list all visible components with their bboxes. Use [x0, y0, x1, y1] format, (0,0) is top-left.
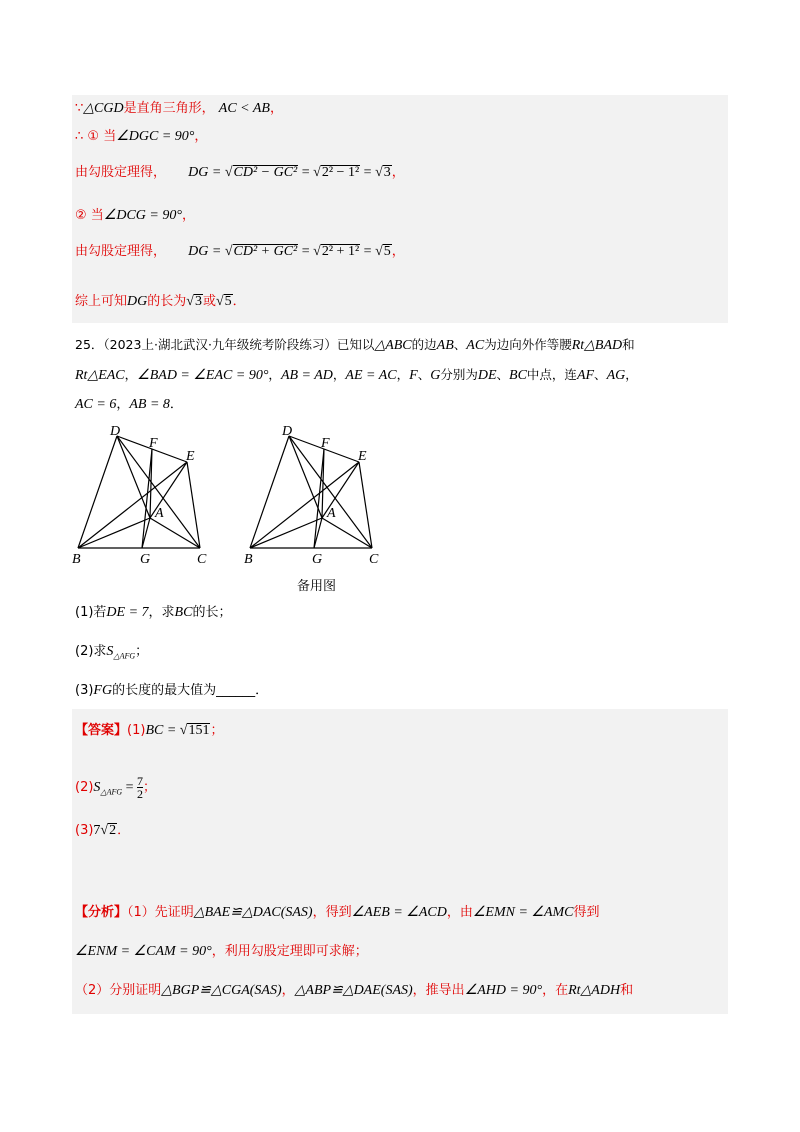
solution-line-3: 由勾股定理得， DG = √CD² − GC² = √2² − 1² = √3， — [75, 165, 405, 180]
question-part-3: (3)FG的长度的最大值为______． — [75, 683, 269, 698]
figure-lines — [78, 436, 200, 548]
solution-line-4: ② 当∠DCG = 90°， — [75, 208, 195, 223]
analysis-line-1: 【分析】（1）先证明△BAE≌△DAC(SAS)，得到∠AEB = ∠ACD，由∠EMN = ∠AMC得到 — [75, 905, 600, 920]
question-part-1: (1)若DE = 7，求BC的长； — [75, 605, 232, 620]
question-line-1: 25．（2023上·湖北武汉·九年级统考阶段练习）已知以△ABC的边AB、AC为边向外作等腰Rt△BAD和 — [75, 337, 635, 353]
label-G: G — [312, 552, 323, 567]
geometry-figure-backup — [242, 422, 402, 572]
label-D: D — [110, 424, 121, 439]
solution-line-2: ∴ ① 当∠DGC = 90°， — [75, 129, 208, 144]
label-C: C — [369, 552, 379, 567]
label-G: G — [140, 552, 151, 567]
label-F: F — [321, 436, 330, 451]
question-part-2: (2)求$S_{\triangle AFG}$； — [75, 644, 149, 661]
label-E: E — [186, 449, 195, 464]
answer-line-3: (3)7√2． — [75, 823, 131, 838]
question-line-2: Rt△EAC，∠BAD = ∠EAC = 90°，AB = AD，AE = AC，F、G分别为DE、BC中点，连AF、AG， — [75, 367, 638, 383]
answer-line-1: 【答案】(1)BC = √151； — [75, 723, 224, 738]
solution-line-6: 综上可知DG的长为√3或√5． — [75, 294, 246, 309]
label-D: D — [282, 424, 293, 439]
label-A: A — [327, 506, 336, 521]
analysis-line-3: （2）分别证明△BGP≌△CGA(SAS)，△ABP≌△DAE(SAS)，推导出∠AHD = 90°，在Rt△ADH和 — [75, 983, 634, 998]
solution-line-5: 由勾股定理得， DG = √CD² + GC² = √2² + 1² = √5， — [75, 244, 405, 259]
label-B: B — [72, 552, 81, 567]
label-B: B — [244, 552, 253, 567]
figure-lines — [250, 436, 372, 548]
analysis-line-2: ∠ENM = ∠CAM = 90°，利用勾股定理即可求解； — [75, 944, 368, 959]
answer-line-2: $(2)S_{\triangle AFG}$ = $\frac{7}{2}$ ； — [75, 774, 157, 801]
label-E: E — [358, 449, 367, 464]
label-F: F — [149, 436, 158, 451]
label-C: C — [197, 552, 207, 567]
figure-caption: 备用图 — [297, 579, 337, 594]
geometry-figure-main — [70, 422, 230, 572]
answer-panel — [72, 709, 728, 1014]
question-line-3: AC = 6，AB = 8． — [75, 397, 183, 412]
label-A: A — [155, 506, 164, 521]
solution-line-1: ∵△CGD是直角三角形， AC < AB， — [75, 101, 283, 116]
